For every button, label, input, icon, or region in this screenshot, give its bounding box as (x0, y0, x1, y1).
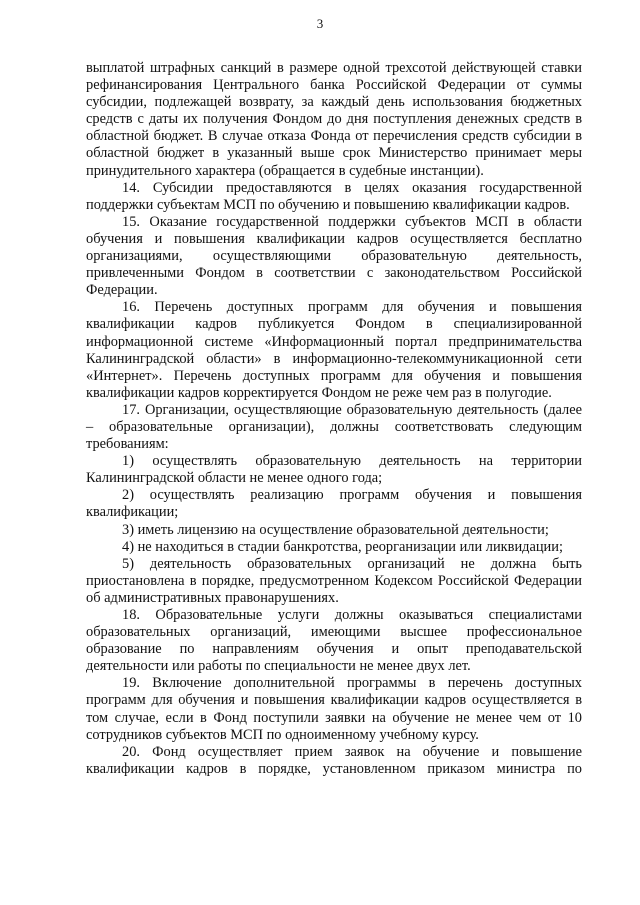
paragraph-continuation: выплатой штрафных санкций в размере одной трехсотой действующей ставки рефинансирования Центрального банка Российской Федерации от суммы субсидии, подлежащей возврату, за каждый день использования бюджетных средств с даты их получения Фондом до дня поступления денежных средств в областной бюджет. В случае отказа Фонда от перечисления средств субсидии в областной бюджет в указанный выше срок Министерство принимает меры принудительного характера (обращается в судебные инстанции). (86, 60, 582, 179)
paragraph-19: 19. Включение дополнительной программы в перечень доступных программ для обучения и повышения квалификации кадров осуществляется в том случае, если в Фонд поступили заявки на обучение не менее чем от 10 сотрудников субъектов МСП по одноименному учебному курсу. (86, 675, 582, 743)
list-item-5: 5) деятельность образовательных организаций не должна быть приостановлена в порядке, предусмотренном Кодексом Российской Федерации об административных правонарушениях. (86, 555, 582, 606)
list-item-2: 2) осуществлять реализацию программ обучения и повышения квалификации; (86, 487, 582, 521)
list-item-1: 1) осуществлять образовательную деятельность на территории Калининградской области не менее одного года; (86, 453, 582, 487)
paragraph-16: 16. Перечень доступных программ для обучения и повышения квалификации кадров публикуется Фондом в специализированной информационной системе «Информационный портал предпринимательства Калининградской области» в информационно-телекоммуникационной сети «Интернет». Перечень доступных программ для обучения и повышения квалификации кадров корректируется Фондом не реже чем раз в полугодие. (86, 299, 582, 401)
page-number: 3 (316, 16, 324, 31)
paragraph-20: 20. Фонд осуществляет прием заявок на обучение и повышение квалификации кадров в порядке, установленном приказом министра по (86, 743, 582, 777)
list-item-4: 4) не находиться в стадии банкротства, реорганизации или ликвидации; (122, 538, 563, 555)
paragraph-15: 15. Оказание государственной поддержки субъектов МСП в области обучения и повышения квалификации кадров осуществляется бесплатно организациями, осуществляющими образовательную деятельность, привлеченными Фондом в соответствии с законодательством Российской Федерации. (86, 213, 582, 299)
paragraph-18: 18. Образовательные услуги должны оказываться специалистами образовательных организаций, имеющими высшее профессиональное образование по направлениям обучения и опыт преподавательской деятельности или работы по специальности не менее двух лет. (86, 607, 582, 675)
paragraph-17: 17. Организации, осуществляющие образовательную деятельность (далее – образовательные организации), должны соответствовать следующим требованиям: (86, 401, 582, 453)
document-body (86, 60, 582, 778)
list-item-3: 3) иметь лицензию на осуществление образовательной деятельности; (122, 521, 549, 538)
paragraph-14: 14. Субсидии предоставляются в целях оказания государственной поддержки субъектам МСП по обучению и повышению квалификации кадров. (86, 179, 582, 213)
